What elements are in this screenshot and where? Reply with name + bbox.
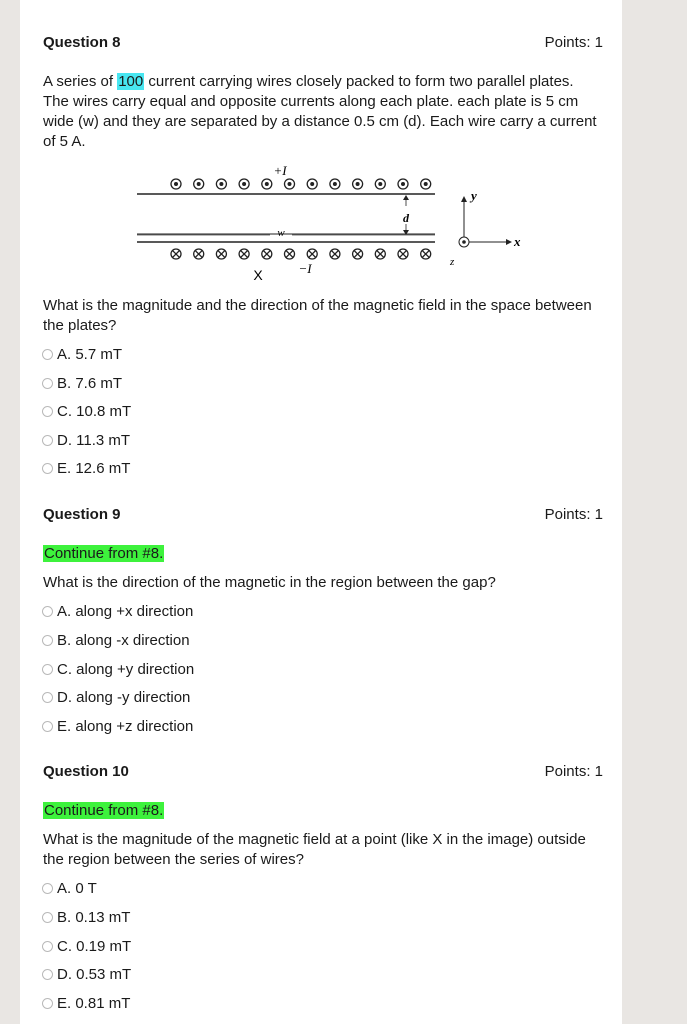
y-axis-label: y [471, 188, 477, 203]
wire-into-page-icon [171, 249, 181, 259]
wire-out-of-page-icon [353, 179, 363, 189]
q9-option-b[interactable] [42, 630, 190, 650]
wire-out-of-page-icon [307, 179, 317, 189]
bottom-current-label: −I [298, 261, 312, 276]
option-label: C. 10.8 mT [57, 402, 132, 420]
question-10-text: What is the magnitude of the magnetic field at a point (like X in the image) outside the region between the series of wires? [43, 831, 586, 868]
option-label: E. 0.81 mT [57, 994, 131, 1012]
question-title: Question 10 [43, 762, 129, 780]
option-label: D. 0.53 mT [57, 965, 132, 983]
q10-option-e[interactable] [42, 993, 130, 1013]
intro-text: A series of [43, 73, 118, 90]
continue-note: Continue from #8. [44, 802, 164, 819]
width-label: w [277, 227, 285, 239]
radio-button[interactable] [42, 941, 53, 952]
q8-option-d[interactable] [42, 430, 130, 450]
q8-option-e[interactable] [42, 458, 130, 478]
wire-out-of-page-icon [239, 179, 249, 189]
radio-button[interactable] [42, 435, 53, 446]
question-title: Question 9 [43, 505, 121, 523]
radio-button[interactable] [42, 349, 53, 360]
option-label: D. 11.3 mT [57, 431, 131, 449]
q8-option-a[interactable] [42, 344, 122, 364]
separation-label: d [403, 211, 409, 225]
wire-into-page-icon [216, 249, 226, 259]
radio-button[interactable] [42, 883, 53, 894]
q10-option-a[interactable] [42, 878, 97, 898]
d-arrowhead-top [403, 195, 409, 200]
radio-button[interactable] [42, 606, 53, 617]
wire-out-of-page-icon [398, 179, 408, 189]
option-label: D. along -y direction [57, 688, 191, 706]
parallel-plates-diagram [130, 160, 530, 280]
wire-out-of-page-icon [262, 179, 272, 189]
wire-out-of-page-icon [171, 179, 181, 189]
q10-option-c[interactable] [42, 936, 131, 956]
x-axis-arrowhead [506, 239, 512, 245]
question-8-text: What is the magnitude and the direction of the magnetic field in the space between the plates? [43, 297, 592, 334]
radio-button[interactable] [42, 998, 53, 1009]
quiz-page [20, 0, 622, 1024]
question-8-header [43, 32, 603, 52]
question-9-note [43, 544, 603, 564]
radio-button[interactable] [42, 692, 53, 703]
radio-button[interactable] [42, 969, 53, 980]
radio-button[interactable] [42, 912, 53, 923]
z-axis-dot [462, 240, 466, 244]
option-label: A. 0 T [57, 879, 97, 897]
q8-option-c[interactable] [42, 401, 131, 421]
q9-option-d[interactable] [42, 687, 190, 707]
option-label: E. 12.6 mT [57, 459, 131, 477]
option-label: E. along +z direction [57, 717, 194, 735]
option-label: A. along +x direction [57, 602, 194, 620]
wire-out-of-page-icon [216, 179, 226, 189]
option-label: B. along -x direction [57, 631, 190, 649]
option-label: C. 0.19 mT [57, 937, 132, 955]
question-10-note [43, 801, 603, 821]
question-points: Points: 1 [544, 762, 603, 780]
top-wire-row [171, 179, 431, 189]
q10-option-d[interactable] [42, 964, 131, 984]
wire-out-of-page-icon [375, 179, 385, 189]
continue-note: Continue from #8. [44, 545, 164, 562]
wire-out-of-page-icon [421, 179, 431, 189]
question-8-intro [43, 72, 603, 152]
q10-option-b[interactable] [42, 907, 130, 927]
radio-button[interactable] [42, 721, 53, 732]
x-axis-label: x [514, 234, 521, 249]
wire-out-of-page-icon [285, 179, 295, 189]
radio-button[interactable] [42, 664, 53, 675]
intro-text: current carrying wires closely packed to form two parallel plates. The wires carry equal and opposite currents along each plate. each plate is 5 cm wide (w) and they are separated by a distance 0.5 cm (d). Each wire carry a current of 5 A. [43, 73, 597, 150]
q9-option-a[interactable] [42, 601, 193, 621]
wire-into-page-icon [375, 249, 385, 259]
radio-button[interactable] [42, 463, 53, 474]
q9-option-c[interactable] [42, 659, 194, 679]
radio-button[interactable] [42, 635, 53, 646]
wire-into-page-icon [239, 249, 249, 259]
z-axis-label: z [450, 256, 455, 268]
wire-into-page-icon [307, 249, 317, 259]
wire-into-page-icon [262, 249, 272, 259]
q8-option-b[interactable] [42, 373, 122, 393]
question-9-header [43, 504, 603, 524]
bottom-wire-row [171, 249, 431, 259]
q9-option-e[interactable] [42, 716, 193, 736]
y-axis-arrowhead [461, 196, 467, 202]
wire-into-page-icon [398, 249, 408, 259]
question-10-header [43, 761, 603, 781]
wire-into-page-icon [421, 249, 431, 259]
wire-into-page-icon [285, 249, 295, 259]
question-9-text: What is the direction of the magnetic in the region between the gap? [43, 574, 496, 591]
option-label: A. 5.7 mT [57, 345, 123, 363]
wire-out-of-page-icon [194, 179, 204, 189]
wire-into-page-icon [330, 249, 340, 259]
option-label: C. along +y direction [57, 660, 195, 678]
highlighted-number: 100 [118, 73, 144, 90]
question-points: Points: 1 [544, 505, 603, 523]
option-label: B. 0.13 mT [57, 908, 131, 926]
top-current-label: +I [273, 163, 287, 178]
question-points: Points: 1 [544, 33, 603, 51]
point-x-label: X [253, 267, 263, 280]
radio-button[interactable] [42, 406, 53, 417]
wire-into-page-icon [194, 249, 204, 259]
option-label: B. 7.6 mT [57, 374, 123, 392]
wire-into-page-icon [353, 249, 363, 259]
radio-button[interactable] [42, 378, 53, 389]
question-title: Question 8 [43, 33, 121, 51]
wire-out-of-page-icon [330, 179, 340, 189]
